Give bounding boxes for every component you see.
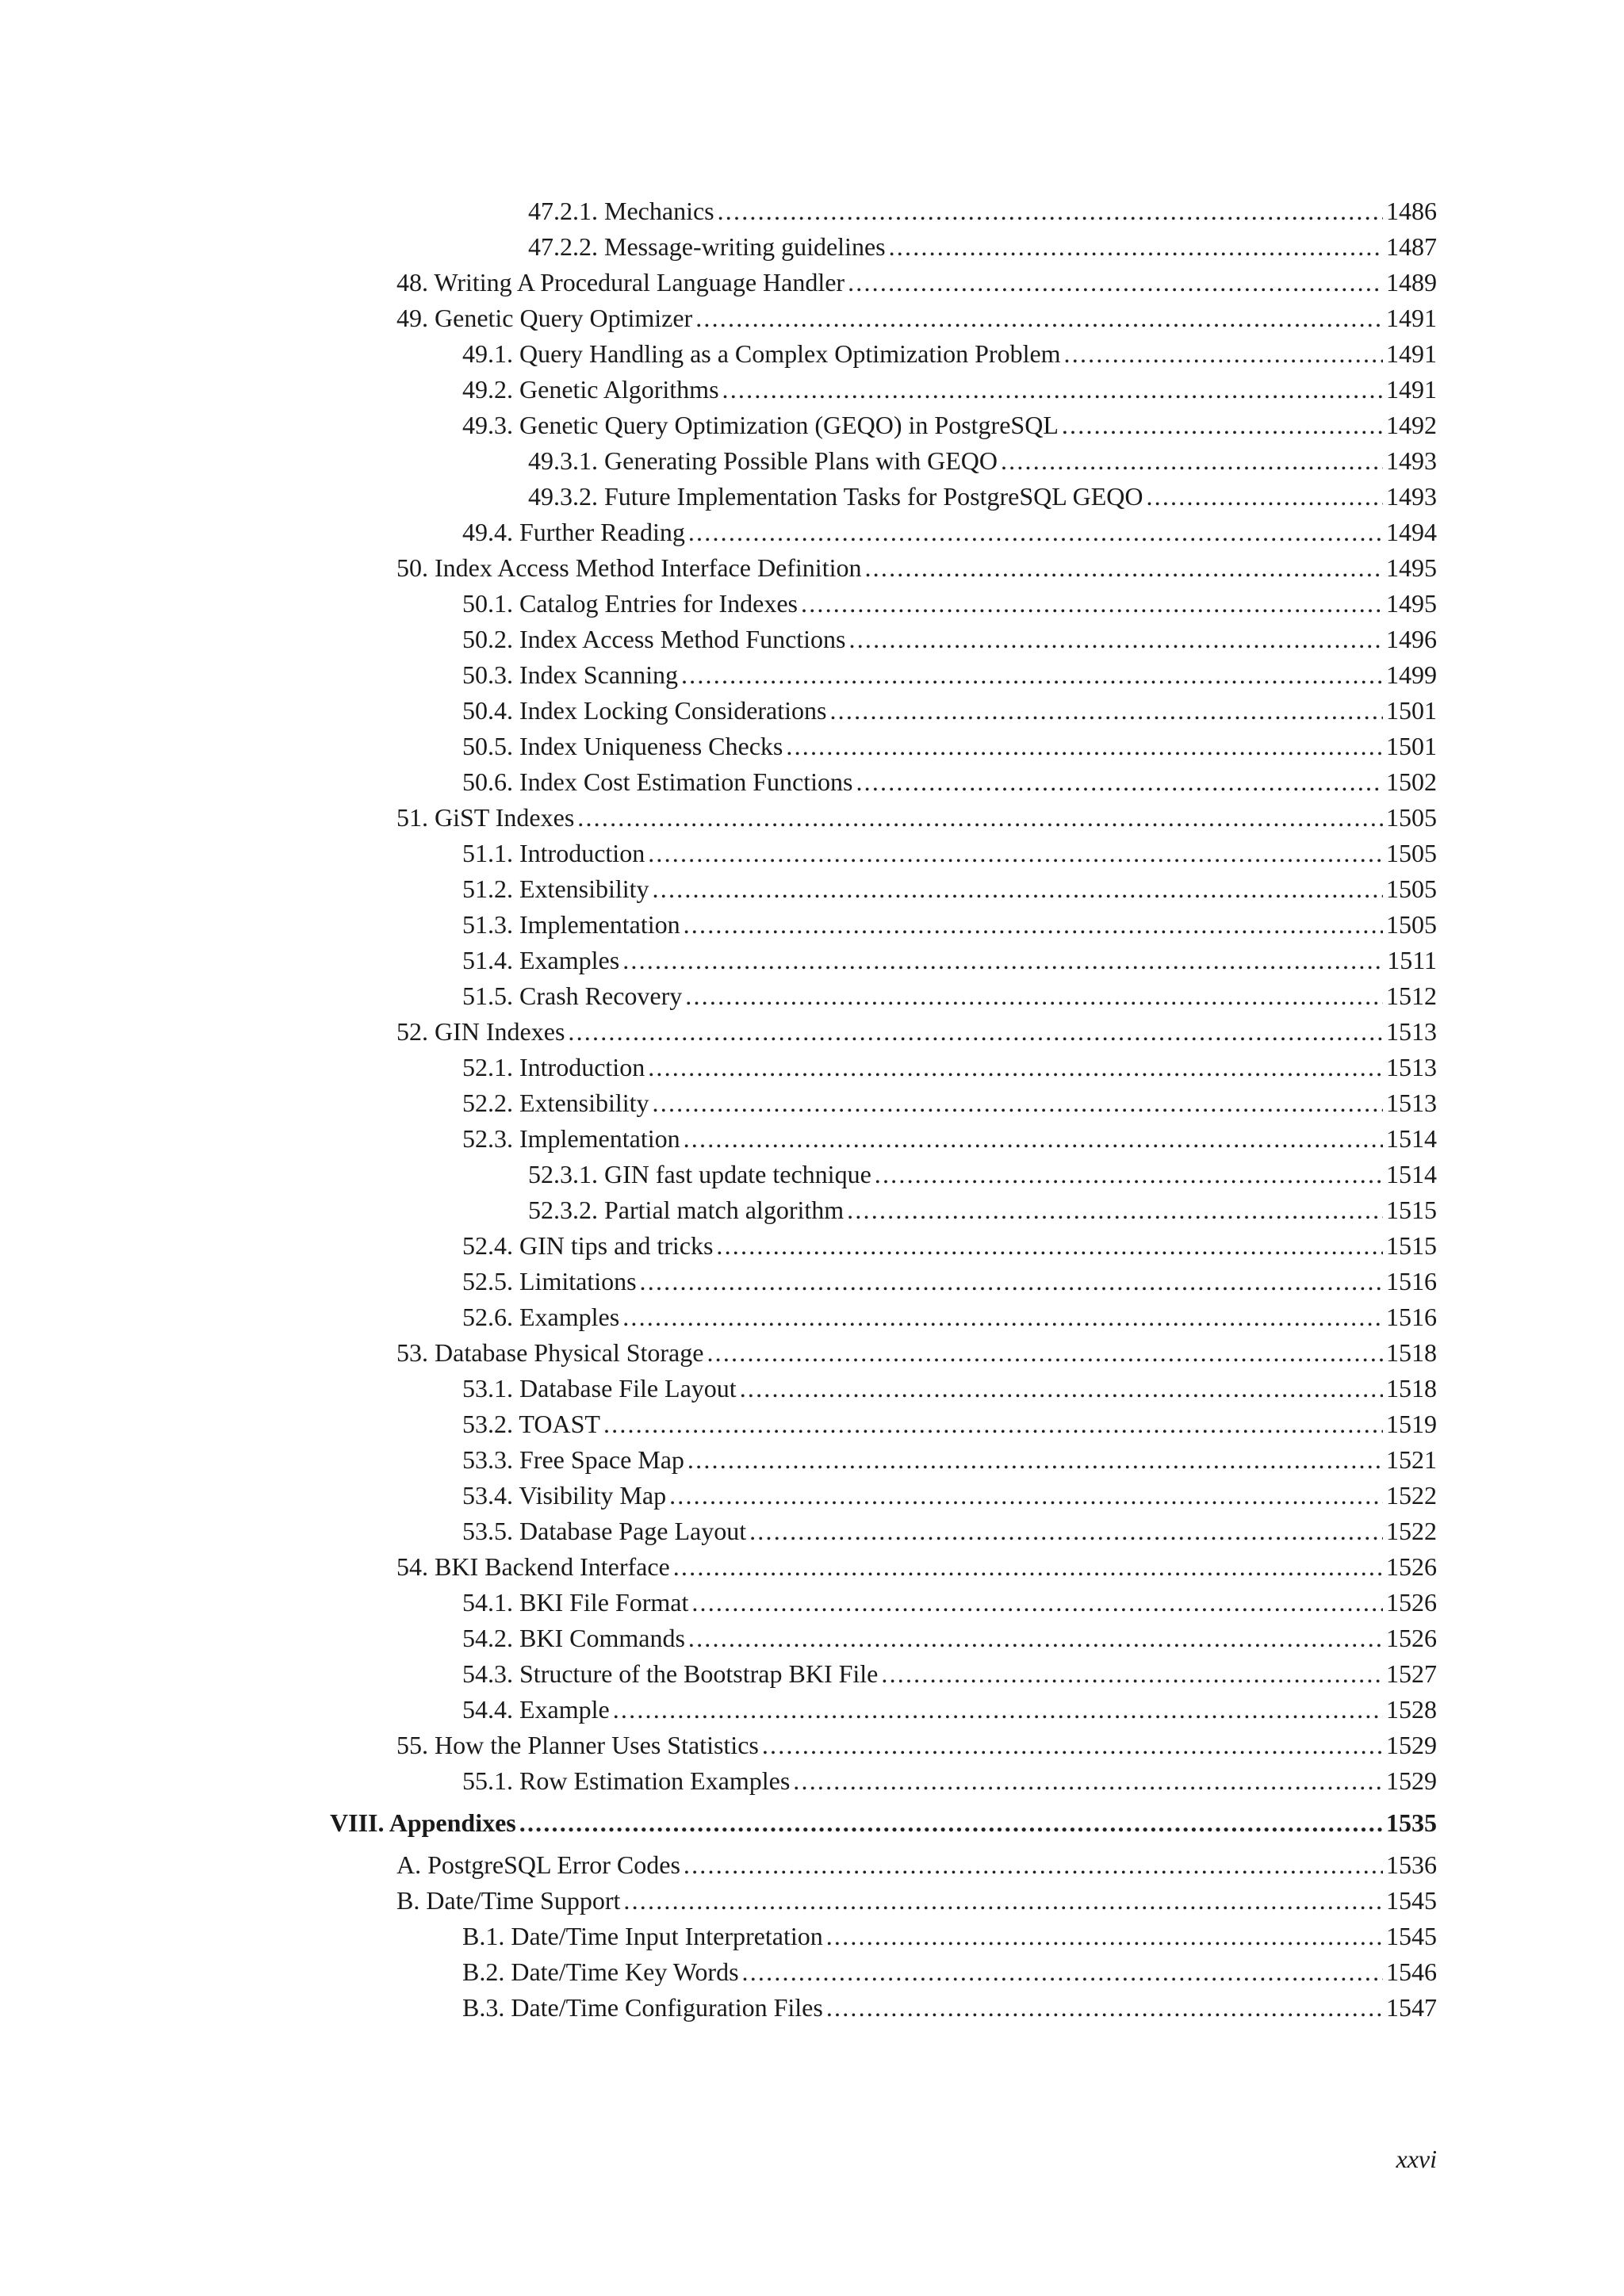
- toc-entry-page: 1527: [1383, 1656, 1437, 1692]
- toc-entry-page: 1518: [1383, 1335, 1437, 1371]
- dot-leader: [1062, 408, 1383, 443]
- toc-entry-page: 1526: [1383, 1549, 1437, 1585]
- dot-leader: [889, 229, 1383, 265]
- toc-entry[interactable]: [396, 1728, 1437, 1763]
- toc-entry-title: 49.3.2. Future Implementation Tasks for PostgreSQL GEQO: [528, 479, 1146, 515]
- dot-leader: [688, 515, 1383, 550]
- toc-entry[interactable]: [462, 1406, 1437, 1442]
- toc-entry-title: 52.3. Implementation: [462, 1121, 684, 1157]
- dot-leader: [623, 1883, 1383, 1919]
- toc-entry-page: 1516: [1383, 1299, 1437, 1335]
- dot-leader: [648, 1050, 1383, 1085]
- dot-leader: [875, 1157, 1383, 1192]
- dot-leader: [848, 265, 1383, 300]
- toc-entry[interactable]: [462, 693, 1437, 729]
- dot-leader: [603, 1406, 1383, 1442]
- toc-entry[interactable]: [462, 1371, 1437, 1406]
- toc-entry-title: 50.1. Catalog Entries for Indexes: [462, 586, 801, 622]
- dot-leader: [1064, 336, 1383, 372]
- toc-entry-page: 1487: [1383, 229, 1437, 265]
- dot-leader: [688, 1442, 1383, 1478]
- toc-entry-title: 53.4. Visibility Map: [462, 1478, 669, 1513]
- toc-entry-page: 1516: [1383, 1264, 1437, 1299]
- dot-leader: [718, 193, 1383, 229]
- toc-entry-page: 1513: [1383, 1014, 1437, 1050]
- toc-entry[interactable]: [462, 1513, 1437, 1549]
- toc-entry-page: 1514: [1383, 1157, 1437, 1192]
- toc-entry-title: 55. How the Planner Uses Statistics: [396, 1728, 762, 1763]
- toc-entry[interactable]: [462, 1919, 1437, 1954]
- toc-entry-page: 1511: [1384, 943, 1437, 978]
- toc-entry[interactable]: [462, 1050, 1437, 1085]
- dot-leader: [740, 1371, 1383, 1406]
- toc-entry[interactable]: [462, 943, 1437, 978]
- dot-leader: [826, 1990, 1383, 2026]
- toc-entry[interactable]: [462, 408, 1437, 443]
- toc-entry-title: 49.3. Genetic Query Optimization (GEQO) in PostgreSQL: [462, 408, 1062, 443]
- toc-entry[interactable]: [462, 1990, 1437, 2026]
- toc-entry-title: 51.2. Extensibility: [462, 871, 653, 907]
- dot-leader: [801, 586, 1383, 622]
- toc-entry-page: 1522: [1383, 1478, 1437, 1513]
- toc-entry-page: 1513: [1383, 1050, 1437, 1085]
- toc-entry-page: 1526: [1383, 1585, 1437, 1621]
- toc-entry-title: A. PostgreSQL Error Codes: [396, 1847, 684, 1883]
- toc-entry-title: 52.3.2. Partial match algorithm: [528, 1192, 847, 1228]
- toc-entry-title: 55.1. Row Estimation Examples: [462, 1763, 793, 1799]
- toc-entry-title: 50.2. Index Access Method Functions: [462, 622, 849, 657]
- dot-leader: [793, 1763, 1383, 1799]
- toc-entry-title: 49. Genetic Query Optimizer: [396, 300, 695, 336]
- toc-entry[interactable]: [462, 1228, 1437, 1264]
- toc-entry[interactable]: [462, 1264, 1437, 1299]
- dot-leader: [653, 871, 1383, 907]
- toc-entry-page: 1512: [1383, 978, 1437, 1014]
- dot-leader: [716, 1228, 1383, 1264]
- dot-leader: [577, 800, 1383, 836]
- toc-entry-title: 51.5. Crash Recovery: [462, 978, 685, 1014]
- dot-leader: [847, 1192, 1383, 1228]
- page-number: xxvi: [1396, 2145, 1437, 2173]
- toc-entry-page: 1545: [1383, 1883, 1437, 1919]
- toc-entry[interactable]: [462, 372, 1437, 408]
- toc-entry-title: 51.1. Introduction: [462, 836, 648, 871]
- toc-entry-title: 53. Database Physical Storage: [396, 1335, 707, 1371]
- toc-entry[interactable]: [462, 1299, 1437, 1335]
- dot-leader: [742, 1954, 1383, 1990]
- dot-leader: [685, 978, 1383, 1014]
- toc-entry-page: 1492: [1383, 408, 1437, 443]
- dot-leader: [864, 550, 1383, 586]
- toc-entry-page: 1489: [1383, 265, 1437, 300]
- toc-entry-page: 1505: [1383, 871, 1437, 907]
- toc-entry[interactable]: [462, 336, 1437, 372]
- toc-entry-page: 1518: [1383, 1371, 1437, 1406]
- toc-entry-page: 1514: [1383, 1121, 1437, 1157]
- toc-entry-title: 51.3. Implementation: [462, 907, 684, 943]
- toc-entry-page: 1493: [1383, 479, 1437, 515]
- toc-entry[interactable]: [462, 1621, 1437, 1656]
- toc-entry[interactable]: [462, 836, 1437, 871]
- toc-entry[interactable]: [462, 657, 1437, 693]
- toc-entry-page: 1505: [1383, 907, 1437, 943]
- toc-entry[interactable]: [396, 265, 1437, 300]
- toc-entry[interactable]: [396, 550, 1437, 586]
- dot-leader: [749, 1513, 1383, 1549]
- toc-entry-page: 1501: [1383, 729, 1437, 764]
- dot-leader: [684, 1847, 1383, 1883]
- toc-entry-title: B.3. Date/Time Configuration Files: [462, 1990, 826, 2026]
- dot-leader: [622, 943, 1384, 978]
- toc-entry-title: 49.2. Genetic Algorithms: [462, 372, 722, 408]
- toc-entry-page: 1493: [1383, 443, 1437, 479]
- toc-entry[interactable]: [396, 1847, 1437, 1883]
- toc-entry[interactable]: [528, 1192, 1437, 1228]
- toc-entry-title: 52.4. GIN tips and tricks: [462, 1228, 716, 1264]
- dot-leader: [640, 1264, 1383, 1299]
- toc-entry-page: 1547: [1383, 1990, 1437, 2026]
- dot-leader: [826, 1919, 1383, 1954]
- toc-entry[interactable]: [462, 729, 1437, 764]
- toc-entry-title: 51. GiST Indexes: [396, 800, 577, 836]
- toc-entry-page: 1501: [1383, 693, 1437, 729]
- dot-leader: [691, 1585, 1383, 1621]
- toc-entry[interactable]: [462, 1763, 1437, 1799]
- toc-entry-page: 1529: [1383, 1728, 1437, 1763]
- toc-entry[interactable]: [462, 1692, 1437, 1728]
- toc-entry-title: 50. Index Access Method Interface Definition: [396, 550, 864, 586]
- dot-leader: [762, 1728, 1383, 1763]
- toc-entry-title: 50.3. Index Scanning: [462, 657, 681, 693]
- toc-entry-title: 50.6. Index Cost Estimation Functions: [462, 764, 856, 800]
- dot-leader: [1146, 479, 1383, 515]
- toc-entry[interactable]: [462, 1442, 1437, 1478]
- toc-entry-page: 1491: [1383, 300, 1437, 336]
- toc-entry-title: 54.2. BKI Commands: [462, 1621, 688, 1656]
- dot-leader: [669, 1478, 1383, 1513]
- toc-part-entry[interactable]: [330, 1802, 1437, 1844]
- toc-entry-page: 1528: [1383, 1692, 1437, 1728]
- dot-leader: [673, 1549, 1383, 1585]
- toc-entry-page: 1491: [1383, 372, 1437, 408]
- toc-entry[interactable]: [462, 515, 1437, 550]
- dot-leader: [681, 657, 1383, 693]
- dot-leader: [722, 372, 1383, 408]
- table-of-contents: [0, 193, 1624, 2026]
- toc-entry-page: 1494: [1383, 515, 1437, 550]
- toc-entry-title: 52.2. Extensibility: [462, 1085, 653, 1121]
- toc-entry-title: 54. BKI Backend Interface: [396, 1549, 673, 1585]
- toc-entry-title: 54.4. Example: [462, 1692, 613, 1728]
- toc-entry-title: 50.5. Index Uniqueness Checks: [462, 729, 786, 764]
- toc-entry-page: 1521: [1383, 1442, 1437, 1478]
- dot-leader: [695, 300, 1383, 336]
- toc-entry-page: 1502: [1383, 764, 1437, 800]
- toc-entry-page: 1499: [1383, 657, 1437, 693]
- toc-entry[interactable]: [462, 907, 1437, 943]
- toc-entry-page: 1505: [1383, 836, 1437, 871]
- toc-entry-title: B.2. Date/Time Key Words: [462, 1954, 742, 1990]
- toc-entry-page: 1495: [1383, 550, 1437, 586]
- dot-leader: [613, 1692, 1383, 1728]
- toc-entry-page: 1546: [1383, 1954, 1437, 1990]
- toc-entry[interactable]: [462, 978, 1437, 1014]
- toc-entry[interactable]: [462, 1954, 1437, 1990]
- toc-entry-title: 53.2. TOAST: [462, 1406, 603, 1442]
- dot-leader: [786, 729, 1383, 764]
- toc-entry-title: 50.4. Index Locking Considerations: [462, 693, 829, 729]
- toc-entry-title: 52.1. Introduction: [462, 1050, 648, 1085]
- toc-entry-title: 49.3.1. Generating Possible Plans with GEQO: [528, 443, 1001, 479]
- toc-entry[interactable]: [462, 1121, 1437, 1157]
- toc-entry-title: 52. GIN Indexes: [396, 1014, 568, 1050]
- toc-entry[interactable]: [462, 1656, 1437, 1692]
- toc-entry-title: 53.1. Database File Layout: [462, 1371, 740, 1406]
- toc-entry-title: 49.4. Further Reading: [462, 515, 688, 550]
- toc-entry[interactable]: [528, 479, 1437, 515]
- dot-leader: [856, 764, 1383, 800]
- dot-leader: [881, 1656, 1383, 1692]
- toc-entry[interactable]: [462, 1585, 1437, 1621]
- toc-entry-title: B.1. Date/Time Input Interpretation: [462, 1919, 826, 1954]
- toc-entry-title: 52.5. Limitations: [462, 1264, 640, 1299]
- toc-entry-title: 54.1. BKI File Format: [462, 1585, 691, 1621]
- toc-entry-page: 1536: [1383, 1847, 1437, 1883]
- toc-entry[interactable]: [396, 1549, 1437, 1585]
- toc-entry-page: 1495: [1383, 586, 1437, 622]
- dot-leader: [1001, 443, 1383, 479]
- toc-entry[interactable]: [462, 871, 1437, 907]
- toc-entry[interactable]: [396, 300, 1437, 336]
- toc-entry-title: 52.3.1. GIN fast update technique: [528, 1157, 875, 1192]
- toc-entry-title: 48. Writing A Procedural Language Handler: [396, 265, 848, 300]
- toc-entry[interactable]: [396, 1883, 1437, 1919]
- toc-entry-page: 1486: [1383, 193, 1437, 229]
- toc-entry[interactable]: [528, 229, 1437, 265]
- toc-entry-title: VIII. Appendixes: [330, 1802, 519, 1844]
- toc-entry-page: 1535: [1383, 1802, 1437, 1844]
- toc-entry[interactable]: [528, 193, 1437, 229]
- dot-leader: [653, 1085, 1383, 1121]
- dot-leader: [684, 907, 1383, 943]
- toc-entry-title: 47.2.1. Mechanics: [528, 193, 718, 229]
- dot-leader: [684, 1121, 1383, 1157]
- toc-entry[interactable]: [462, 586, 1437, 622]
- toc-entry[interactable]: [462, 1478, 1437, 1513]
- toc-entry[interactable]: [396, 800, 1437, 836]
- toc-entry-page: 1545: [1383, 1919, 1437, 1954]
- toc-entry-title: 53.5. Database Page Layout: [462, 1513, 749, 1549]
- dot-leader: [648, 836, 1383, 871]
- dot-leader: [519, 1802, 1383, 1844]
- dot-leader: [707, 1335, 1383, 1371]
- toc-entry-title: 49.1. Query Handling as a Complex Optimization Problem: [462, 336, 1064, 372]
- toc-entry-page: 1522: [1383, 1513, 1437, 1549]
- toc-entry-title: 53.3. Free Space Map: [462, 1442, 688, 1478]
- toc-entry[interactable]: [462, 622, 1437, 657]
- toc-entry-page: 1515: [1383, 1228, 1437, 1264]
- toc-entry[interactable]: [396, 1014, 1437, 1050]
- toc-entry-page: 1526: [1383, 1621, 1437, 1656]
- toc-entry-page: 1505: [1383, 800, 1437, 836]
- toc-entry-page: 1496: [1383, 622, 1437, 657]
- dot-leader: [849, 622, 1384, 657]
- dot-leader: [568, 1014, 1383, 1050]
- toc-entry[interactable]: [462, 764, 1437, 800]
- toc-entry-title: 47.2.2. Message-writing guidelines: [528, 229, 889, 265]
- toc-entry-page: 1491: [1383, 336, 1437, 372]
- toc-entry-page: 1513: [1383, 1085, 1437, 1121]
- dot-leader: [622, 1299, 1383, 1335]
- toc-entry-title: 54.3. Structure of the Bootstrap BKI File: [462, 1656, 881, 1692]
- toc-entry-title: 51.4. Examples: [462, 943, 622, 978]
- toc-entry-page: 1519: [1383, 1406, 1437, 1442]
- dot-leader: [829, 693, 1383, 729]
- toc-entry-title: B. Date/Time Support: [396, 1883, 623, 1919]
- toc-entry-page: 1529: [1383, 1763, 1437, 1799]
- toc-entry[interactable]: [396, 1335, 1437, 1371]
- dot-leader: [688, 1621, 1383, 1656]
- toc-entry[interactable]: [528, 1157, 1437, 1192]
- toc-entry-title: 52.6. Examples: [462, 1299, 622, 1335]
- toc-entry[interactable]: [462, 1085, 1437, 1121]
- toc-entry[interactable]: [528, 443, 1437, 479]
- toc-entry-page: 1515: [1383, 1192, 1437, 1228]
